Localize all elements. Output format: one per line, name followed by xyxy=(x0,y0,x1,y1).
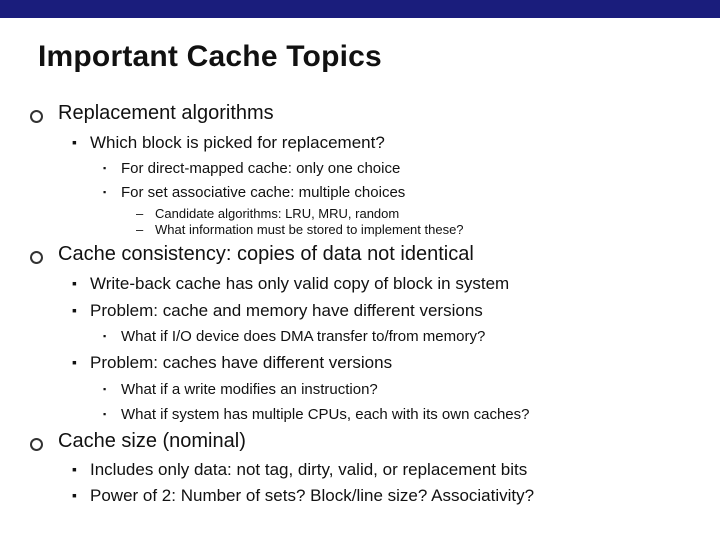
item-problem-caches: Problem: caches have different versions xyxy=(90,353,393,372)
square-bullet-icon: ▪ xyxy=(72,134,77,150)
item-problem-cache-memory: Problem: cache and memory have different versions xyxy=(90,301,483,320)
item-what-information: What information must be stored to implement these? xyxy=(155,222,464,237)
heading-cache-size: Cache size (nominal) xyxy=(58,430,246,452)
item-write-back: Write-back cache has only valid copy of block in system xyxy=(90,274,510,293)
heading-consistency: Cache consistency: copies of data not identical xyxy=(58,243,474,265)
small-square-bullet-icon: ▪ xyxy=(103,187,107,197)
item-set-associative: For set associative cache: multiple choices xyxy=(121,184,406,201)
square-bullet-icon: ▪ xyxy=(72,302,77,318)
dash-bullet-icon: – xyxy=(136,222,144,237)
small-square-bullet-icon: ▪ xyxy=(103,331,107,341)
square-bullet-icon: ▪ xyxy=(72,354,77,370)
ring-bullet-icon xyxy=(30,438,43,451)
ring-bullet-icon xyxy=(30,251,43,264)
small-square-bullet-icon: ▪ xyxy=(103,409,107,419)
slide-title: Important Cache Topics xyxy=(38,40,382,73)
ring-bullet-icon xyxy=(30,110,43,123)
square-bullet-icon: ▪ xyxy=(72,487,77,503)
small-square-bullet-icon: ▪ xyxy=(103,384,107,394)
small-square-bullet-icon: ▪ xyxy=(103,163,107,173)
item-dma: What if I/O device does DMA transfer to/from memory? xyxy=(121,328,486,345)
dash-bullet-icon: – xyxy=(136,206,144,221)
heading-replacement: Replacement algorithms xyxy=(58,102,274,124)
item-power-of-2: Power of 2: Number of sets? Block/line size? Associativity? xyxy=(90,486,535,505)
square-bullet-icon: ▪ xyxy=(72,461,77,477)
square-bullet-icon: ▪ xyxy=(72,275,77,291)
item-multiple-cpus: What if system has multiple CPUs, each with its own caches? xyxy=(121,406,530,423)
item-direct-mapped: For direct-mapped cache: only one choice xyxy=(121,160,401,177)
item-candidate-algorithms: Candidate algorithms: LRU, MRU, random xyxy=(155,206,400,221)
item-write-modifies: What if a write modifies an instruction? xyxy=(121,381,378,398)
item-includes-only-data: Includes only data: not tag, dirty, valid, or replacement bits xyxy=(90,460,528,479)
header-bar xyxy=(0,0,720,18)
item-which-block: Which block is picked for replacement? xyxy=(90,133,385,152)
